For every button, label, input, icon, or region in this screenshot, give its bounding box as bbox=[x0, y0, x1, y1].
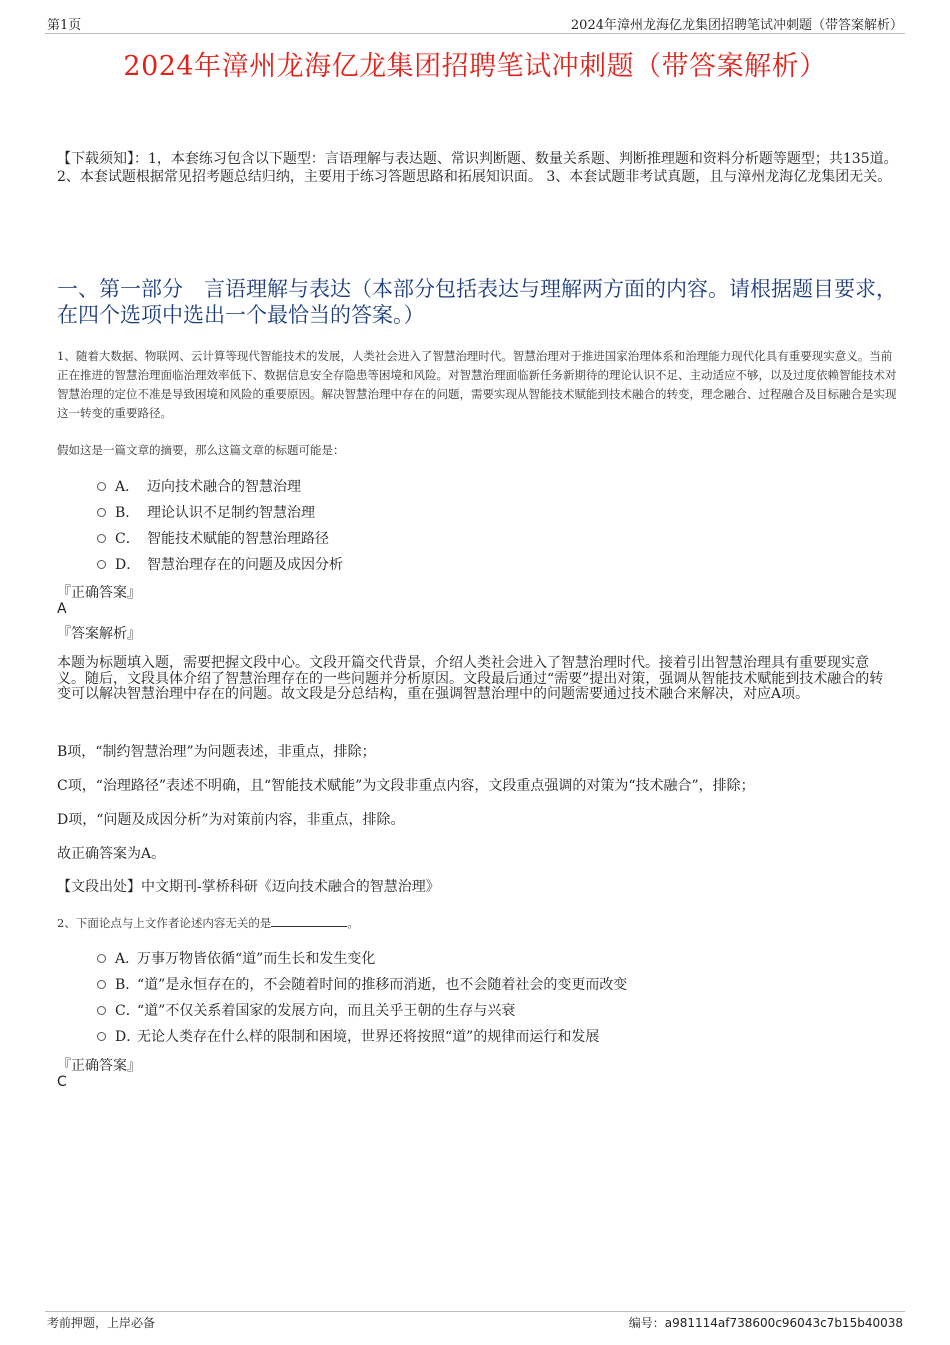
option-letter: B． bbox=[115, 977, 140, 993]
conclusion: 故正确答案为A。 bbox=[57, 846, 166, 862]
document-code bbox=[629, 1314, 903, 1331]
option-a[interactable] bbox=[97, 945, 627, 971]
option-letter: A． bbox=[115, 951, 140, 967]
option-letter: C． bbox=[115, 531, 140, 547]
option-text: “道”不仅关系着国家的发展方向，而且关乎王朝的生存与兴衰 bbox=[137, 1003, 516, 1019]
document-title: 2024年漳州龙海亿龙集团招聘笔试冲刺题（带答案解析） bbox=[123, 51, 827, 82]
question-2-stem-suffix: 。 bbox=[347, 916, 359, 930]
option-text: 智慧治理存在的问题及成因分析 bbox=[147, 557, 343, 573]
option-c-note: C项，“治理路径”表述不明确，且“智能技术赋能”为文段非重点内容，文段重点强调的对策为“技术融合”，排除； bbox=[57, 778, 755, 794]
option-a[interactable] bbox=[97, 473, 343, 499]
analysis-text: 本题为标题填入题，需要把握文段中心。文段开篇交代背景，介绍人类社会进入了智慧治理时代。接着引出智慧治理具有重要现实意义。随后，文段具体介绍了智慧治理存在的一些问题并分析原因。文段最后通过“需要”提出对策，强调从智能技术赋能到技术融合的转变可以解决智慧治理中存在的问题。故文段是分总结构，重在强调智慧治理中的问题需要通过技术融合来解决，对应A项。 bbox=[57, 655, 884, 702]
answer-value: C bbox=[57, 1074, 67, 1090]
radio-icon[interactable] bbox=[97, 980, 106, 989]
question-2-stem bbox=[57, 914, 359, 931]
answer-label: 『正确答案』 bbox=[57, 1058, 141, 1074]
answer-label: 『正确答案』 bbox=[57, 585, 141, 601]
header-divider bbox=[45, 33, 905, 34]
analysis-label: 『答案解析』 bbox=[57, 626, 141, 642]
answer-blank bbox=[271, 914, 347, 927]
option-d[interactable] bbox=[97, 1023, 627, 1049]
option-c[interactable] bbox=[97, 997, 627, 1023]
option-text: 迈向技术融合的智慧治理 bbox=[147, 479, 301, 495]
answer-value: A bbox=[57, 601, 67, 617]
radio-icon[interactable] bbox=[97, 954, 106, 963]
question-2-options bbox=[97, 945, 627, 1049]
option-b[interactable] bbox=[97, 971, 627, 997]
footer-slogan: 考前押题，上岸必备 bbox=[47, 1316, 156, 1330]
option-letter: A． bbox=[115, 479, 140, 495]
footer-divider bbox=[45, 1311, 905, 1312]
page-number: 第1页 bbox=[47, 18, 82, 33]
question-1-prompt: 假如这是一篇文章的摘要，那么这篇文章的标题可能是： bbox=[57, 443, 345, 457]
option-b-note: B项，“制约智慧治理”为问题表述，非重点，排除； bbox=[57, 744, 376, 760]
radio-icon[interactable] bbox=[97, 1032, 106, 1041]
download-notice: 【下载须知】：1，本套练习包含以下题型：言语理解与表达题、常识判断题、数量关系题、判断推理题和资料分析题等题型；共135道。 2、本套试题根据常见招考题总结归纳，主要用于练习答题思路和拓展知识面。 3、本套试题非考试真题，且与漳州龙海亿龙集团无关。 bbox=[57, 151, 898, 185]
running-header-title: 2024年漳州龙海亿龙集团招聘笔试冲刺题（带答案解析） bbox=[570, 18, 903, 33]
option-c[interactable] bbox=[97, 525, 343, 551]
option-d[interactable] bbox=[97, 551, 343, 577]
question-1-options bbox=[97, 473, 343, 577]
document-code-value: a981114af738600c96043c7b15b40038 bbox=[664, 1316, 903, 1330]
option-b[interactable] bbox=[97, 499, 343, 525]
radio-icon[interactable] bbox=[97, 1006, 106, 1015]
radio-icon[interactable] bbox=[97, 560, 106, 569]
option-letter: B． bbox=[115, 505, 140, 521]
source-citation: 【文段出处】中文期刊-掌桥科研《迈向技术融合的智慧治理》 bbox=[57, 879, 440, 895]
option-d-note: D项，“问题及成因分析”为对策前内容，非重点，排除。 bbox=[57, 812, 405, 828]
question-2-stem-prefix: 2、下面论点与上文作者论述内容无关的是 bbox=[57, 916, 272, 930]
option-letter: C． bbox=[115, 1003, 140, 1019]
option-text: 无论人类存在什么样的限制和困境，世界还将按照“道”的规律而运行和发展 bbox=[137, 1029, 600, 1045]
section-heading: 一、第一部分 言语理解与表达（本部分包括表达与理解两方面的内容。请根据题目要求，在四个选项中选出一个最恰当的答案。） bbox=[57, 277, 897, 327]
question-1-stem: 1、随着大数据、物联网、云计算等现代智能技术的发展，人类社会进入了智慧治理时代。智慧治理对于推进国家治理体系和治理能力现代化具有重要现实意义。当前正在推进的智慧治理面临治理效率低下、数据信息安全存隐患等困境和风险。对智慧治理面临新任务新期待的理论认识不足、主动适应不够，以及过度依赖智能技术对智慧治理的定位不准是导致困境和风险的重要原因。解决智慧治理中存在的问题，需要实现从智能技术赋能到技术融合的转变，理念融合、过程融合及目标融合是实现这一转变的重要路径。 bbox=[57, 349, 897, 420]
option-letter: D． bbox=[115, 1029, 141, 1045]
option-letter: D． bbox=[115, 557, 141, 573]
option-text: 智能技术赋能的智慧治理路径 bbox=[147, 531, 329, 547]
document-code-label: 编号： bbox=[628, 1316, 665, 1330]
option-text: 万事万物皆依循“道”而生长和发生变化 bbox=[137, 951, 376, 967]
radio-icon[interactable] bbox=[97, 534, 106, 543]
radio-icon[interactable] bbox=[97, 482, 106, 491]
option-text: 理论认识不足制约智慧治理 bbox=[147, 505, 315, 521]
radio-icon[interactable] bbox=[97, 508, 106, 517]
option-text: “道”是永恒存在的，不会随着时间的推移而消逝，也不会随着社会的变更而改变 bbox=[137, 977, 628, 993]
